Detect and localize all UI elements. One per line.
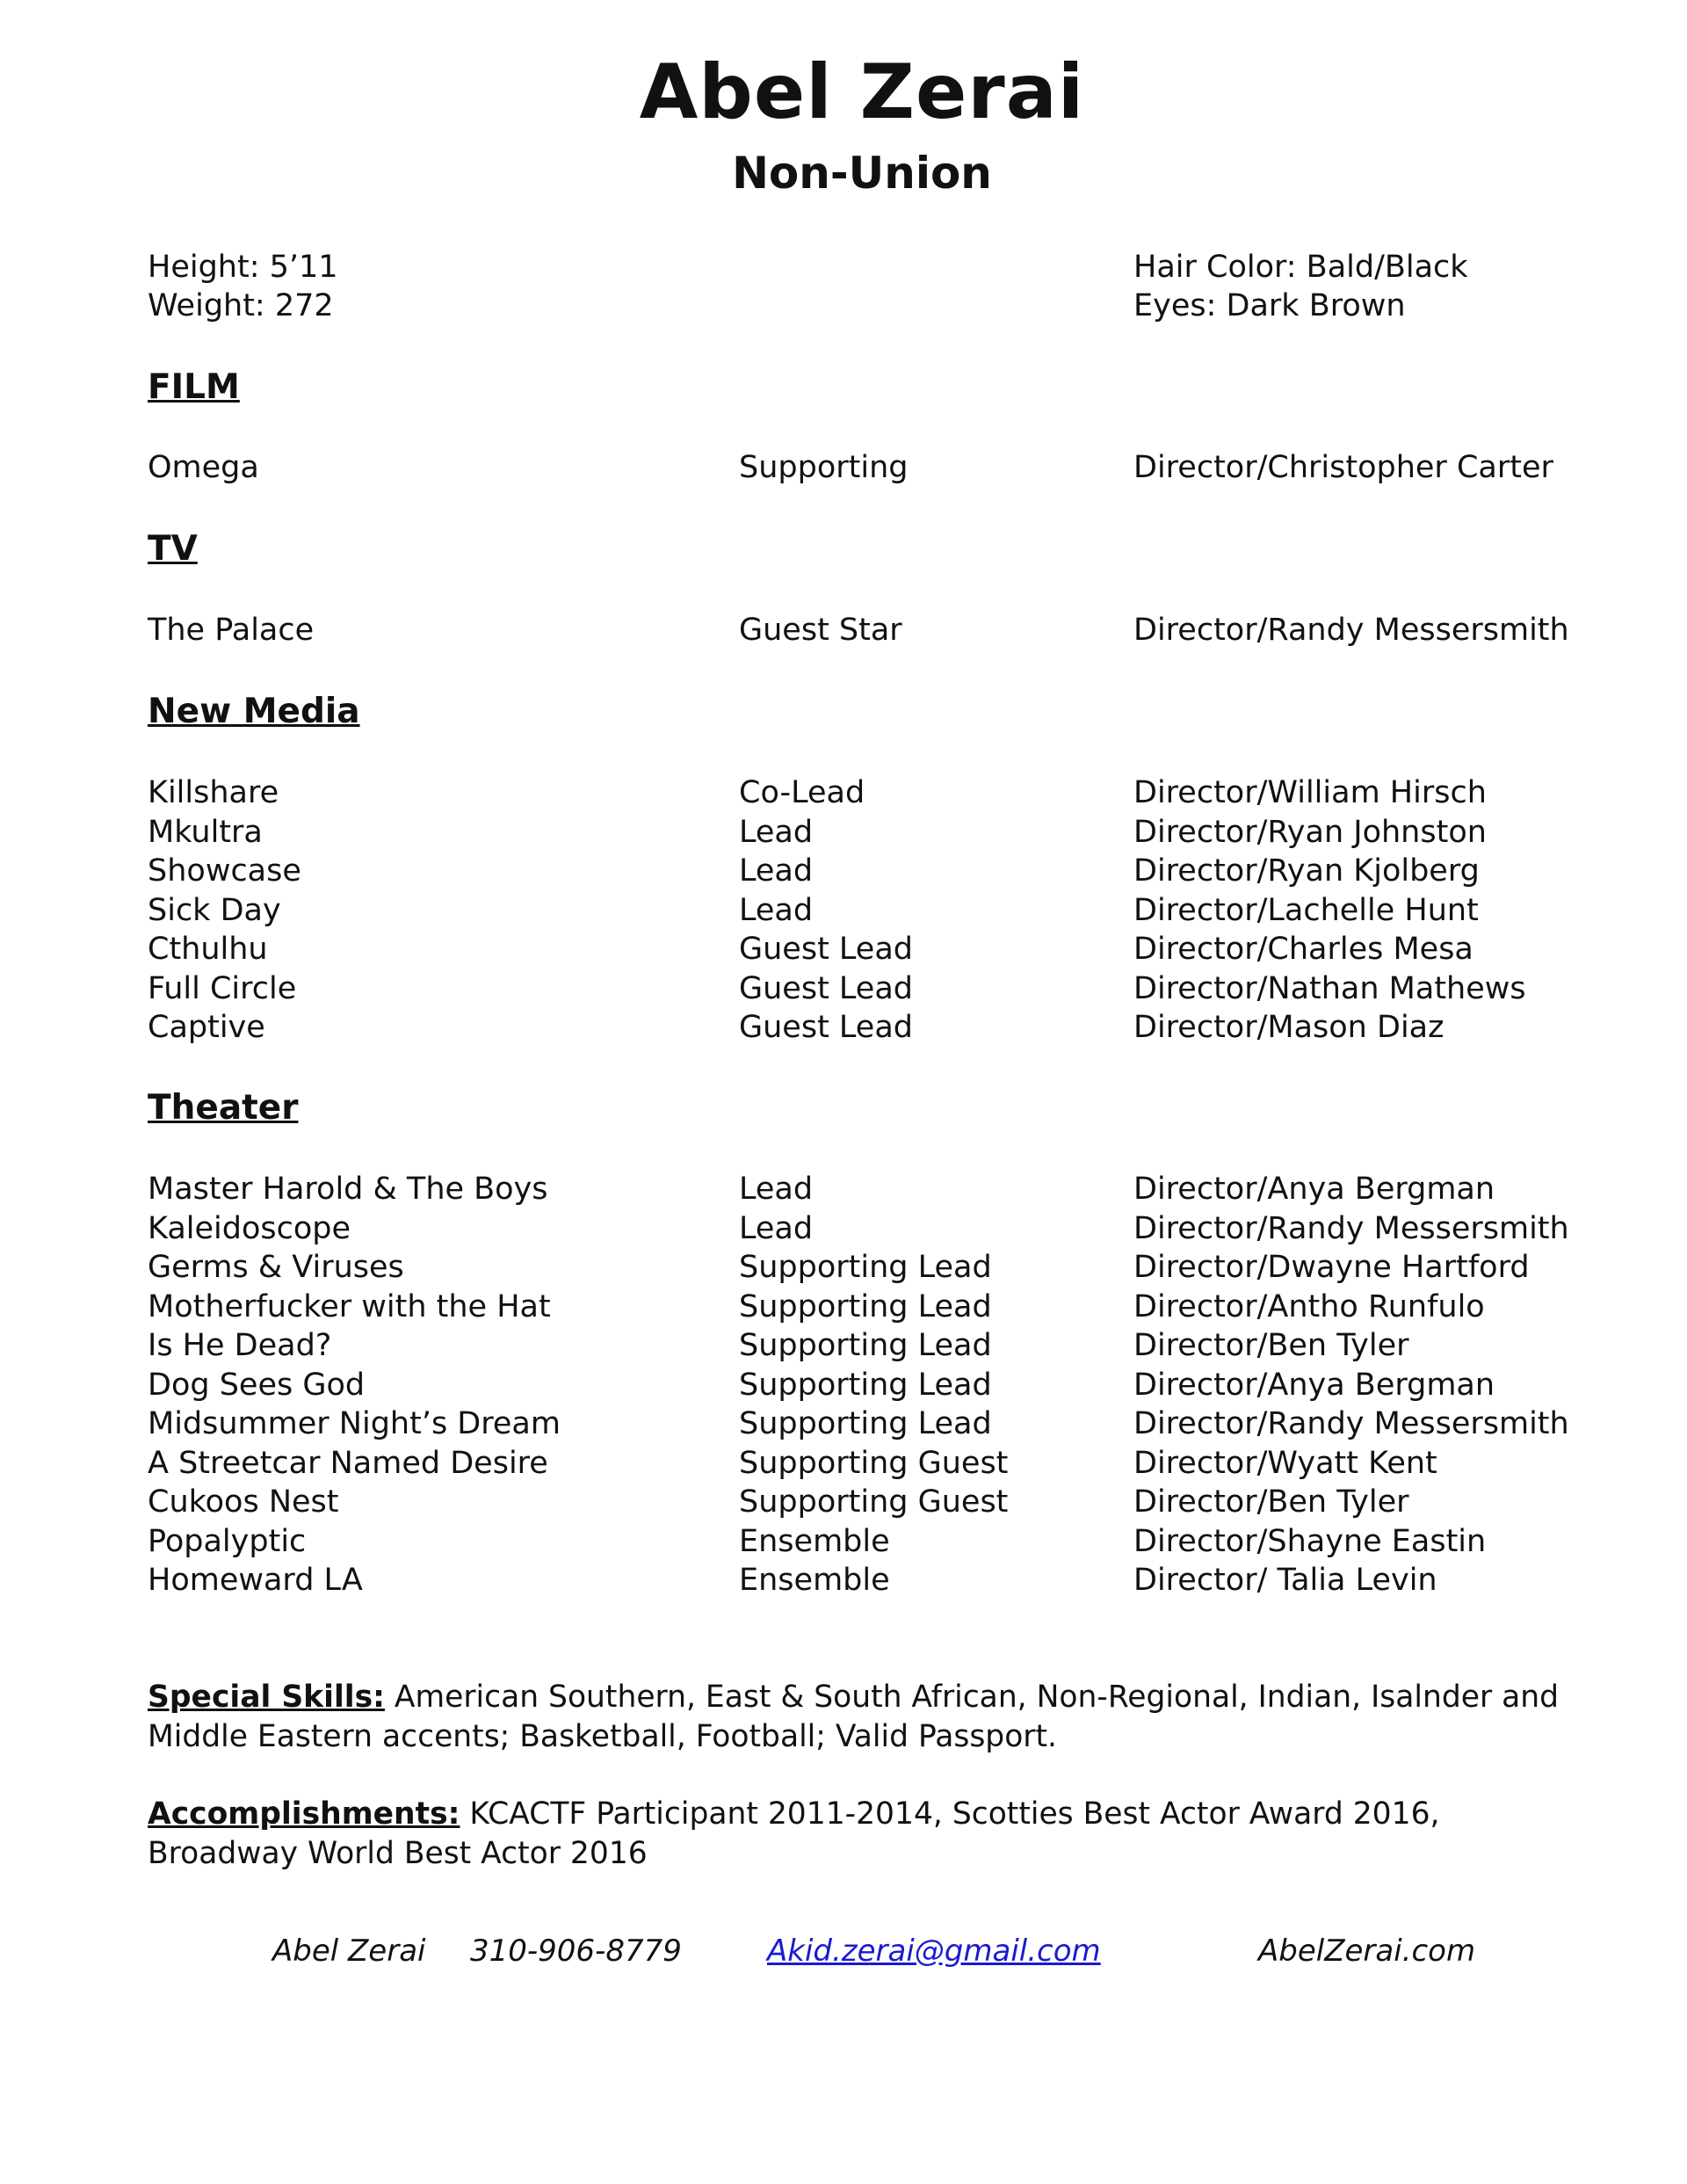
credit-role: Lead	[739, 1172, 814, 1207]
credit-director: Director/Nathan Mathews	[1133, 970, 1526, 1006]
credit-role: Supporting Lead	[739, 1406, 992, 1441]
eyes-stat: Eyes: Dark Brown	[1133, 288, 1406, 323]
special-skills-label: Special Skills:	[148, 1680, 385, 1715]
credit-role: Guest Lead	[739, 1010, 914, 1045]
credit-row	[148, 1444, 1589, 1484]
credit-director: Director/Ryan Johnston	[1133, 814, 1487, 850]
credit-role: Lead	[739, 853, 814, 889]
weight-stat: Weight: 272	[148, 288, 334, 323]
credit-row	[148, 611, 1589, 650]
credit-director: Director/William Hirsch	[1133, 775, 1487, 810]
union-status: Non-Union	[732, 148, 992, 199]
credit-role: Lead	[739, 814, 814, 850]
credit-role: Supporting	[739, 450, 909, 485]
credit-director: Director/Randy Messersmith	[1133, 613, 1569, 648]
credit-director: Director/Dwayne Hartford	[1133, 1250, 1530, 1285]
credit-director: Director/Shayne Eastin	[1133, 1523, 1487, 1559]
credit-role: Guest Lead	[739, 970, 914, 1006]
credit-row	[148, 1288, 1589, 1327]
credit-title: Is He Dead?	[148, 1328, 332, 1363]
credit-role: Guest Star	[739, 613, 902, 648]
credit-title: Kaleidoscope	[148, 1210, 351, 1246]
credit-row	[148, 1326, 1589, 1366]
hair-stat: Hair Color: Bald/Black	[1133, 250, 1468, 285]
tv-heading: TV	[148, 529, 198, 569]
credit-role: Supporting Guest	[739, 1484, 1009, 1520]
contact-website[interactable]: AbelZerai.com	[1258, 1934, 1476, 1969]
credit-role: Ensemble	[739, 1563, 890, 1598]
credit-title: Showcase	[148, 853, 301, 889]
credit-row	[148, 1209, 1589, 1249]
credit-title: Cukoos Nest	[148, 1484, 339, 1520]
credit-role: Supporting Guest	[739, 1445, 1009, 1481]
credit-row	[148, 1404, 1589, 1444]
accomplishments-text: KCACTF Participant 2011-2014, Scotties Best Actor Award 2016, Broadway World Best Actor 2016	[148, 1796, 1440, 1871]
special-skills-text: American Southern, East & South African, Non-Regional, Indian, Isalnder and Middle Eastern accents; Basketball, Football; Valid Passport.	[148, 1680, 1560, 1754]
credit-director: Director/Ben Tyler	[1133, 1328, 1409, 1363]
credit-director: Director/Anya Bergman	[1133, 1367, 1495, 1403]
height-stat: Height: 5’11	[148, 250, 338, 285]
credit-title: Captive	[148, 1010, 265, 1045]
film-credits	[148, 448, 1589, 488]
credit-row	[148, 1561, 1589, 1600]
credit-role: Supporting Lead	[739, 1328, 992, 1363]
credit-director: Director/Ben Tyler	[1133, 1484, 1409, 1520]
physical-stats-left	[148, 248, 338, 325]
credit-title: Popalyptic	[148, 1523, 307, 1559]
credit-title: Midsummer Night’s Dream	[148, 1406, 561, 1441]
credit-director: Director/Lachelle Hunt	[1133, 892, 1479, 928]
actor-name: Abel Zerai	[639, 48, 1085, 136]
credit-role: Supporting Lead	[739, 1288, 992, 1324]
physical-stats-right	[1133, 248, 1468, 325]
credit-role: Co-Lead	[739, 775, 865, 810]
credit-row	[148, 773, 1589, 813]
credit-row	[148, 1170, 1589, 1209]
tv-credits	[148, 611, 1589, 650]
credit-row	[148, 852, 1589, 891]
credit-title: Motherfucker with the Hat	[148, 1288, 551, 1324]
credit-title: Sick Day	[148, 892, 281, 928]
credit-role: Supporting Lead	[739, 1367, 992, 1403]
credit-row	[148, 930, 1589, 969]
credit-row	[148, 448, 1589, 488]
credit-title: Killshare	[148, 775, 279, 810]
credit-role: Lead	[739, 1210, 814, 1246]
credit-role: Lead	[739, 892, 814, 928]
credit-director: Director/Charles Mesa	[1133, 932, 1473, 967]
film-heading: FILM	[148, 367, 240, 407]
credit-row	[148, 969, 1589, 1009]
credit-director: Director/Randy Messersmith	[1133, 1210, 1569, 1246]
credit-role: Ensemble	[739, 1523, 890, 1559]
new-media-credits	[148, 773, 1589, 1048]
credit-title: A Streetcar Named Desire	[148, 1445, 548, 1481]
credit-title: Dog Sees God	[148, 1367, 366, 1403]
credit-director: Director/Antho Runfulo	[1133, 1288, 1485, 1324]
credit-row	[148, 1522, 1589, 1562]
credit-title: Omega	[148, 450, 259, 485]
credit-title: Mkultra	[148, 814, 263, 850]
credit-director: Director/Ryan Kjolberg	[1133, 853, 1480, 889]
credit-title: The Palace	[148, 613, 315, 648]
credit-director: Director/ Talia Levin	[1133, 1563, 1437, 1598]
credit-title: Cthulhu	[148, 932, 268, 967]
theater-heading: Theater	[148, 1088, 299, 1128]
credit-row	[148, 813, 1589, 853]
contact-name: Abel Zerai	[272, 1934, 426, 1969]
credit-title: Master Harold & The Boys	[148, 1172, 548, 1207]
credit-row	[148, 1483, 1589, 1522]
credit-director: Director/Randy Messersmith	[1133, 1406, 1569, 1441]
contact-email-link[interactable]: Akid.zerai@gmail.com	[767, 1934, 1101, 1969]
theater-credits	[148, 1170, 1589, 1600]
contact-phone: 310-906-8779	[470, 1934, 682, 1969]
credit-row	[148, 891, 1589, 931]
credit-title: Full Circle	[148, 970, 297, 1006]
credit-row	[148, 1008, 1589, 1048]
new-media-heading: New Media	[148, 692, 360, 731]
credit-title: Germs & Viruses	[148, 1250, 404, 1285]
credit-director: Director/Anya Bergman	[1133, 1172, 1495, 1207]
credit-title: Homeward LA	[148, 1563, 363, 1598]
accomplishments	[148, 1795, 1589, 1873]
credit-director: Director/Christopher Carter	[1133, 450, 1553, 485]
credit-row	[148, 1366, 1589, 1405]
credit-role: Supporting Lead	[739, 1250, 992, 1285]
special-skills	[148, 1678, 1589, 1756]
accomplishments-label: Accomplishments:	[148, 1796, 460, 1832]
credit-row	[148, 1248, 1589, 1288]
credit-role: Guest Lead	[739, 932, 914, 967]
credit-director: Director/Mason Diaz	[1133, 1010, 1444, 1045]
credit-director: Director/Wyatt Kent	[1133, 1445, 1437, 1481]
